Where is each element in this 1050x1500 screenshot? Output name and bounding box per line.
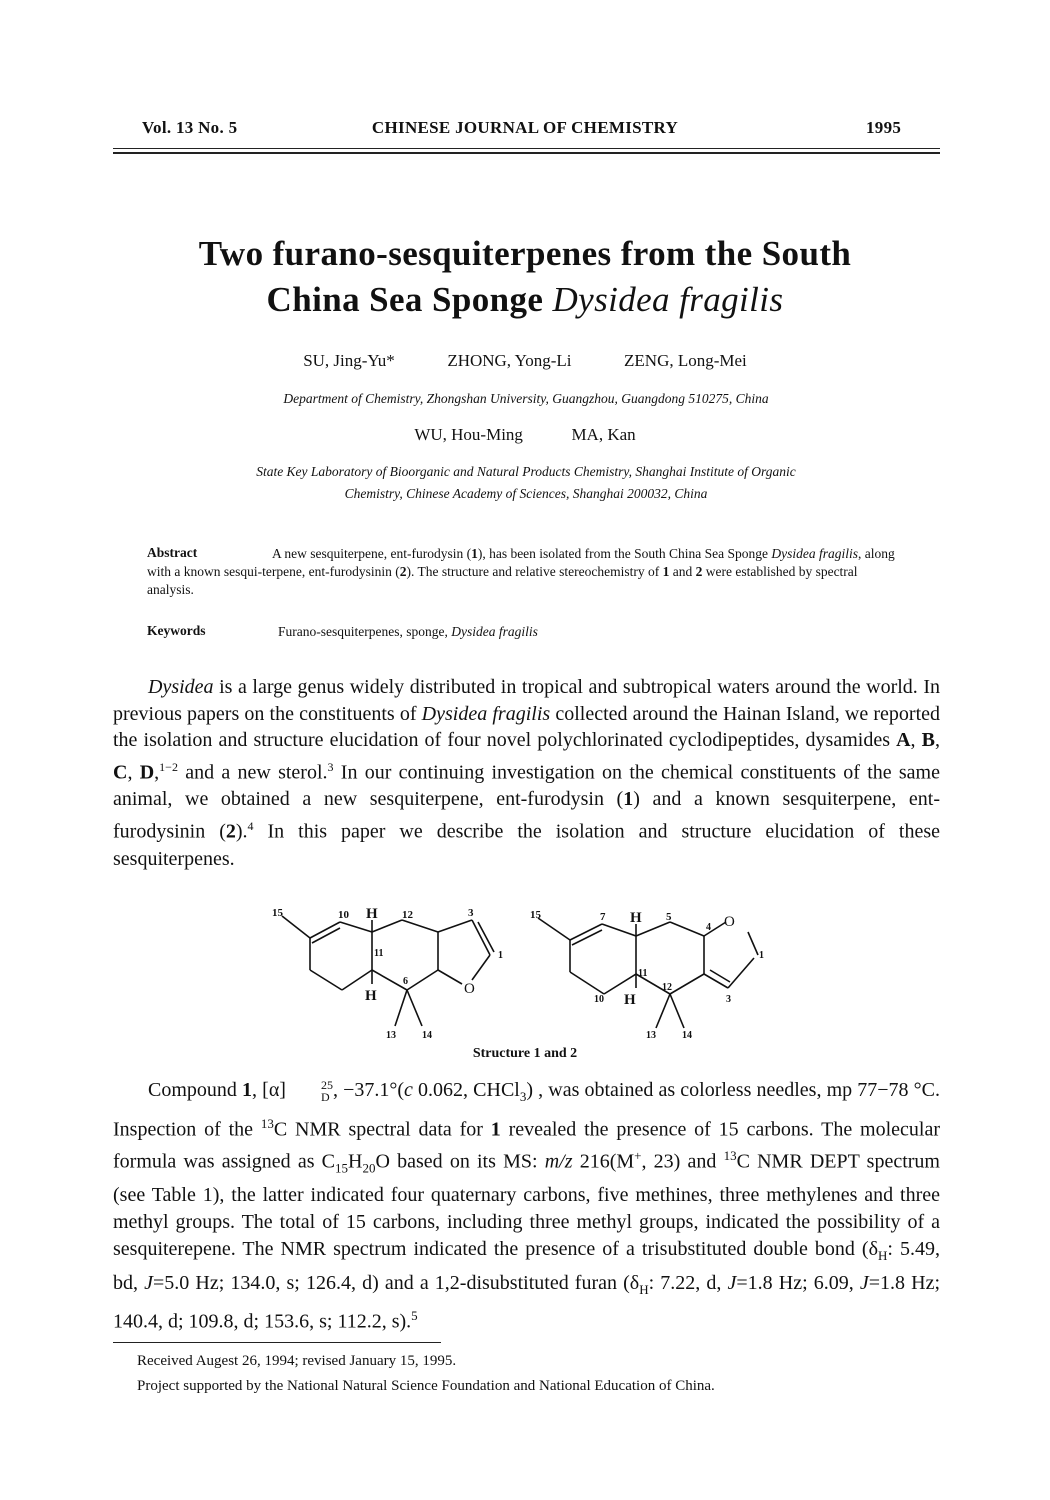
svg-text:14: 14: [682, 1030, 692, 1040]
volume-label: Vol. 13 No. 5: [142, 118, 238, 137]
svg-text:14: 14: [422, 1030, 432, 1040]
svg-text:3: 3: [726, 994, 731, 1005]
svg-text:H: H: [366, 906, 378, 922]
author-wu: WU, Hou-Ming: [414, 425, 523, 444]
year-label: 1995: [866, 118, 902, 137]
journal-name: CHINESE JOURNAL OF CHEMISTRY: [371, 118, 679, 137]
svg-text:10: 10: [594, 994, 604, 1005]
header-rule-top: [113, 148, 940, 149]
svg-text:6: 6: [403, 976, 408, 987]
svg-text:13: 13: [386, 1030, 396, 1040]
structure-figure: [260, 900, 800, 1040]
body-paragraph-1: Dysidea is a large genus widely distributed in tropical and subtropical waters around the world. In previous papers on the constituents of Dysidea fragilis collected around the Hainan Island, we reported the isolation and structure elucidation of four novel polychlorinated cyclodipeptides, dysamides A, B, C, D,$^{1-2}$ and a new sterol.$^3$ In our continuing investigation on the chemical constituents of the same animal, we obtained a new sesquiterpene, ent-furodysin (1) and a known sesquiterpene, ent-furodysinin (2).$^4$ In this paper we describe the isolation and structure elucidation of these sesquiterpenes.: [113, 676, 941, 870]
author-ma: MA, Kan: [571, 425, 636, 444]
author-zeng: ZENG, Long-Mei: [624, 351, 747, 370]
svg-text:12: 12: [662, 982, 672, 993]
svg-text:H: H: [630, 910, 642, 926]
svg-text:15: 15: [530, 909, 541, 921]
abstract-text: A new sesquiterpene, ent-furodysin (1), has been isolated from the South China Sea Sponge Dysidea fragilis, along with a known sesqui-terpene, ent-furodysinin (2). The structure and relative stereochemistry of 1 and 2 were established by spectral analysis.: [147, 546, 895, 597]
svg-text:11: 11: [374, 948, 384, 959]
structure-1-bonds: [282, 916, 494, 1026]
structure-caption: Structure 1 and 2: [472, 1046, 578, 1061]
svg-text:11: 11: [638, 968, 648, 979]
title-plain: China Sea Sponge: [266, 280, 544, 319]
keywords-label: Keywords: [147, 623, 206, 638]
authors-row-1: [0, 351, 1050, 371]
body-paragraph-2: Compound 1, [α] 25 D , −37.1°(c 0.062, CHCl$_3$) , was obtained as colorless needles, mp 77−78 °C. Inspection of the $^{13}$C NMR spectral data for 1 revealed the presence of 15 carbons. The molecular formula was assigned as $C_{15}H_{20}O$ based on its MS: m/z 216(M+, 23) and $^{13}$C NMR DEPT spectrum (see Table 1), the latter indicated four quaternary carbons, five methines, three methylenes and three methyl groups. The total of 15 carbons, including three methyl groups, indicated the possibility of a sesquiterepene. The NMR spectrum indicated the presence of a trisubstituted double bond ($\delta_H$: 5.49, bd, J=5.0 Hz; 134.0, s; 126.4, d) and a 1,2-disubstituted furan ($\delta_H$: 7.22, d, J=1.8 Hz; 6.09, J=1.8 Hz; 140.4, d; 109.8, d; 153.6, s; 112.2, s).$^5$: [113, 1078, 941, 1333]
svg-text:H: H: [624, 992, 636, 1008]
svg-text:12: 12: [402, 909, 413, 921]
svg-text:7: 7: [600, 911, 606, 923]
svg-text:1: 1: [759, 950, 764, 961]
svg-text:5: 5: [666, 911, 672, 923]
header-rule-bottom: [113, 152, 940, 154]
affiliation-2: State Key Laboratory of Bioorganic and Natural Products Chemistry, Shanghai Institute of Organic Chemistry, Chinese Academy of Sciences, Shanghai 200032, China: [256, 464, 796, 501]
article-title-line1: Two furano-sesquiterpenes from the South: [198, 234, 852, 273]
structure-2-bonds: [538, 918, 758, 1028]
keywords-text: Furano-sesquiterpenes, sponge, Dysidea fragilis: [278, 624, 538, 639]
authors-row-2: [0, 425, 1050, 445]
svg-text:O: O: [724, 914, 735, 930]
svg-text:3: 3: [468, 907, 474, 919]
svg-text:H: H: [365, 988, 377, 1004]
abstract-label: Abstract: [147, 545, 198, 560]
svg-text:13: 13: [646, 1030, 656, 1040]
footnote-received: Received Augest 26, 1994; revised January 15, 1995.: [137, 1353, 457, 1369]
author-zhong: ZHONG, Yong-Li: [447, 351, 572, 370]
author-su: SU, Jing-Yu*: [303, 351, 395, 370]
footnote-support: Project supported by the National Natural Science Foundation and National Education of China.: [137, 1378, 715, 1394]
affiliation-1: Department of Chemistry, Zhongshan University, Guangzhou, Guangdong 510275, China: [283, 391, 769, 406]
footnote-rule: [113, 1342, 441, 1343]
structure-2-labels: [530, 909, 764, 1040]
svg-text:15: 15: [272, 907, 283, 919]
title-species: Dysidea fragilis: [552, 280, 784, 319]
svg-text:4: 4: [706, 922, 711, 933]
svg-text:O: O: [464, 981, 475, 997]
article-title-line2: [0, 280, 1050, 320]
svg-text:10: 10: [338, 909, 349, 921]
svg-text:1: 1: [498, 950, 503, 961]
